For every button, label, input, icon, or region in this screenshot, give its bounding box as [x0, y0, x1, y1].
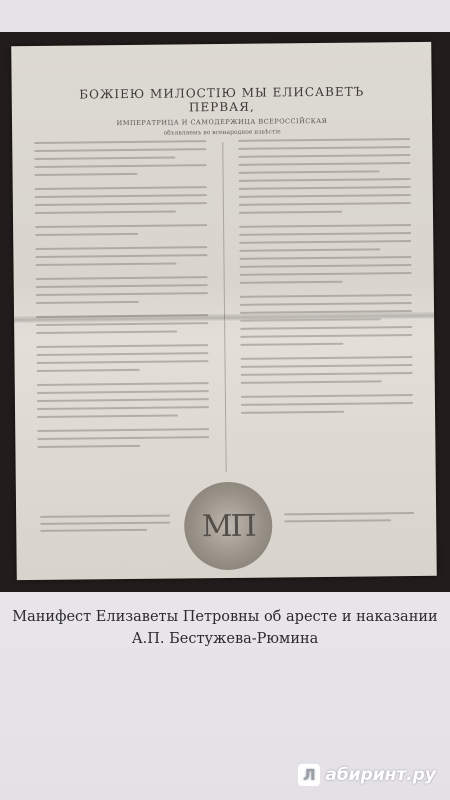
heading-announcement: объявляемъ во всенародное извѣстіе: [163, 128, 281, 137]
caption-line-1: Манифест Елизаветы Петровны об аресте и наказании: [12, 609, 438, 625]
photo-frame: [0, 32, 450, 592]
column-divider: [222, 142, 226, 472]
manifesto-document: [11, 42, 437, 580]
watermark-text: абиринт.ру: [325, 765, 436, 785]
printed-note-right: [284, 512, 414, 527]
heading-subtitle: ИМПЕРАТРИЦА И САМОДЕРЖИЦА ВСЕРОССІЙСКАЯ: [116, 116, 328, 128]
document-heading: [52, 84, 393, 138]
caption-line-2: А.П. Бестужева-Рюмина: [131, 631, 319, 647]
labirint-logo-icon: Л: [298, 764, 320, 786]
printed-note-left: [40, 515, 170, 537]
photo-caption: [0, 606, 450, 650]
labirint-watermark: [298, 764, 436, 786]
text-column-left: [34, 140, 209, 472]
seal-monogram-text: МП: [201, 508, 255, 544]
heading-title: БОЖІЕЮ МИЛОСТІЮ МЫ ЕЛИСАВЕТЪ ПЕРВАЯ,: [79, 84, 365, 115]
text-column-right: [238, 138, 413, 470]
seal-monogram-icon: [184, 482, 273, 571]
